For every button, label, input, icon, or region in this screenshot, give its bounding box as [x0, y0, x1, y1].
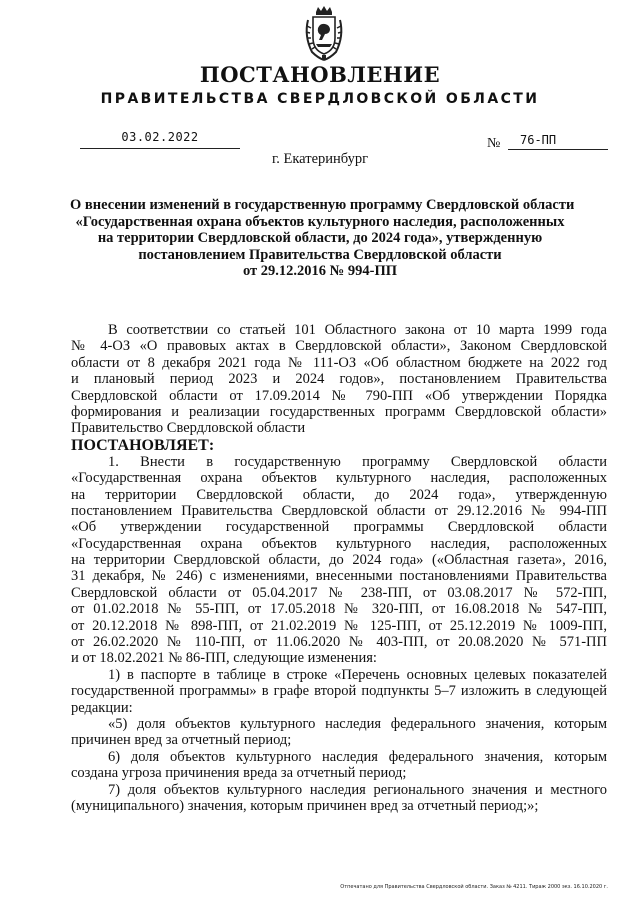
document-number: 76-ПП	[508, 133, 608, 150]
subject-line: постановлением Правительства Свердловской области	[138, 246, 502, 263]
document-date: 03.02.2022	[80, 130, 240, 149]
quote-line: «5) доля объектов культурного наследия федерального значения, которым	[108, 715, 607, 732]
quote-line: создана угроза причинения вреда за отчетный период;	[71, 765, 407, 782]
quote-line: причинен вред за отчетный период;	[71, 732, 292, 749]
preamble-line: В соответствии со статьей 101 Областного закона от 10 марта 1999 года	[108, 322, 607, 338]
item-line: «Государственная охрана объектов культурного наследия, расположенных	[71, 535, 607, 552]
item-line: от 26.02.2020 № 110-ПП, от 11.06.2020 № 403-ПП, от 20.08.2020 № 571-ПП	[71, 634, 607, 651]
quote-line: 7) доля объектов культурного наследия регионального значения и местного	[108, 781, 607, 798]
item-line: на территории Свердловской области, до 2024 года» («Областная газета», 2016,	[71, 552, 607, 569]
document-subject	[70, 197, 575, 280]
preamble-line: Правительство Свердловской области	[71, 420, 306, 437]
item-line: «Государственная охрана объектов культурного наследия, расположенных	[71, 470, 607, 487]
document-body	[71, 322, 607, 814]
subitem-line: государственной программы» в графе второй подпункты 5–7 изложить в следующей	[71, 683, 607, 700]
preamble-line: формирования и реализации государственных программ Свердловской области»	[71, 403, 607, 420]
subject-line: от 29.12.2016 № 994-ПП	[242, 263, 397, 279]
preamble-line: № 4-ОЗ «О правовых актах в Свердловской области», Законом Свердловской	[71, 338, 607, 355]
print-footer: Отпечатано для Правительства Свердловской области. Заказ № 4211. Тираж 2000 экз. 16.10.2020 г.	[340, 884, 608, 890]
subject-line: на территории Свердловской области, до 2024 года», утвержденную	[97, 230, 543, 246]
coat-of-arms-icon	[302, 6, 346, 62]
issuer-subtitle: ПРАВИТЕЛЬСТВА СВЕРДЛОВСКОЙ ОБЛАСТИ	[100, 91, 540, 107]
subject-line: «Государственная охрана объектов культурного наследия, расположенных	[75, 213, 565, 230]
item-line: 1. Внести в государственную программу Свердловской области	[108, 453, 607, 470]
city-label: г. Екатеринбург	[271, 151, 369, 167]
subitem-line: редакции:	[71, 699, 133, 716]
item-line: от 01.02.2018 № 55-ПП, от 17.05.2018 № 320-ПП, от 16.08.2018 № 547-ПП,	[71, 601, 607, 618]
page-title: ПОСТАНОВЛЕНИЕ	[199, 62, 441, 87]
preamble-line: области от 8 декабря 2021 года № 111-ОЗ «Об областном бюджете на 2022 год	[71, 354, 607, 371]
decree-heading: ПОСТАНОВЛЯЕТ:	[71, 436, 215, 454]
item-line: 31 декабря, № 246) с изменениями, внесенными постановлениями Правительства	[71, 568, 607, 585]
item-line: Свердловской области от 05.04.2017 № 238-ПП, от 03.08.2017 № 572-ПП,	[71, 584, 607, 601]
item-line: от 20.12.2018 № 898-ПП, от 21.02.2019 № 125-ПП, от 25.12.2019 № 1009-ПП,	[71, 617, 607, 634]
subject-line: О внесении изменений в государственную программу Свердловской области	[70, 197, 575, 213]
preamble-line: Свердловской области от 17.09.2014 № 790-ПП «Об утверждении Порядка	[71, 387, 607, 404]
number-sign: №	[487, 136, 501, 151]
item-line: на территории Свердловской области, до 2024 года», утвержденную	[71, 486, 607, 503]
item-line: постановлением Правительства Свердловской области от 29.12.2016 № 994-ПП	[71, 502, 607, 519]
preamble-line: и плановый период 2023 и 2024 годов», постановлением Правительства	[71, 371, 607, 388]
item-line: и от 18.02.2021 № 86-ПП, следующие изменения:	[71, 650, 377, 667]
subitem-line: 1) в паспорте в таблице в строке «Перечень основных целевых показателей	[108, 666, 607, 683]
quote-line: (муниципального) значения, которым причинен вред за отчетный период;»;	[71, 797, 539, 814]
item-line: «Об утверждении государственной программы Свердловской области	[71, 519, 607, 536]
quote-line: 6) доля объектов культурного наследия федерального значения, которым	[108, 748, 607, 765]
